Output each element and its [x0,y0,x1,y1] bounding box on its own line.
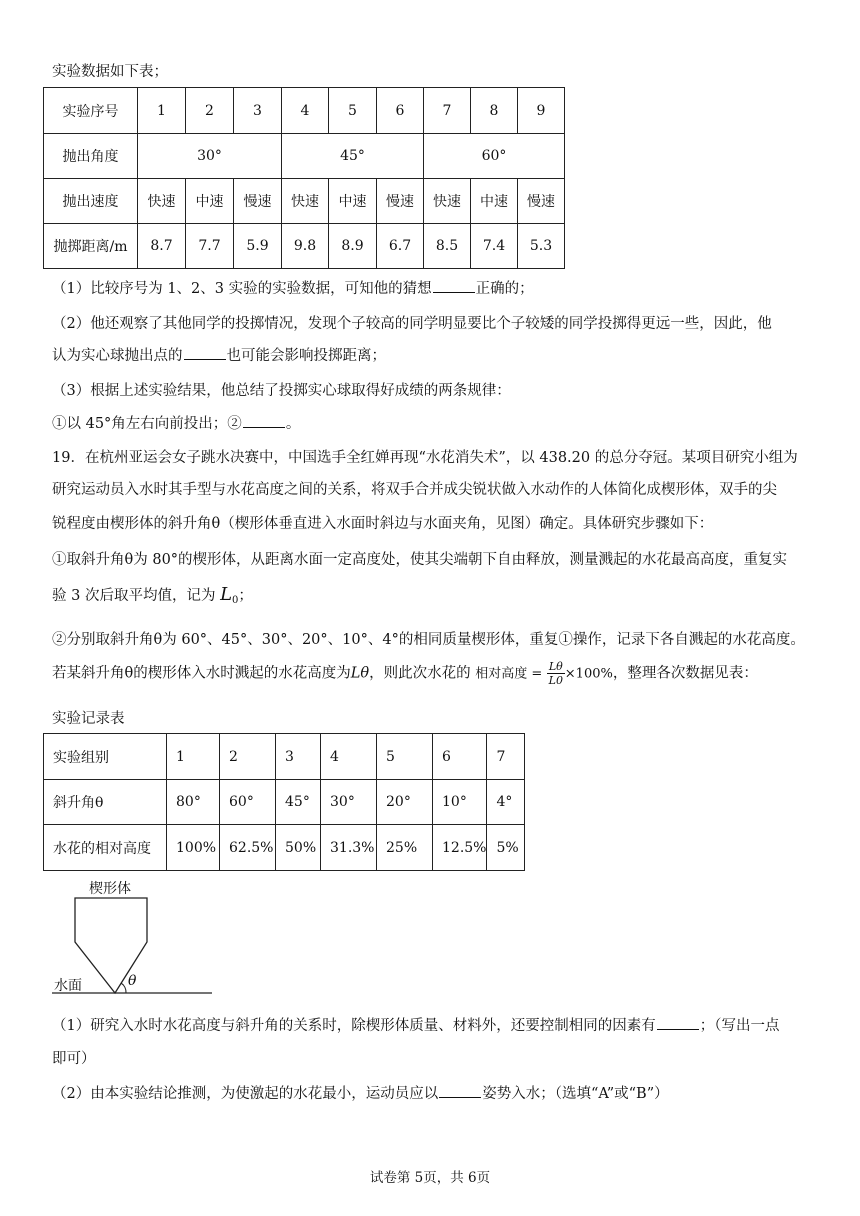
splash-record-table [43,733,525,871]
answer-blank[interactable] [433,278,475,293]
table-row [44,134,565,179]
row-label: 实验组别 [44,734,167,780]
relative-height-label: 相对高度 = [475,666,543,682]
q19-formula-tail: ，整理各次数据见表： [612,665,758,682]
q18-rules [52,412,300,433]
cell-speed: 中速 [471,179,518,224]
symbol-L: L [220,584,233,605]
cell-distance: 7.7 [186,224,234,269]
table-row [44,88,565,134]
cell-speed: 慢速 [234,179,282,224]
q19-step1-tail: ； [238,588,253,604]
cell-speed: 慢速 [518,179,565,224]
cell-height: 5% [487,825,525,871]
cell-seq: 1 [138,88,186,134]
q19-part1-text: （1）研究入水时水花高度与斜升角的关系时，除楔形体质量、材料外，还要控制相同的因素有 [52,1018,656,1034]
cell-group: 6 [433,734,487,780]
cell-angle: 45° [282,134,424,179]
cell-group: 5 [377,734,433,780]
answer-blank[interactable] [657,1015,699,1030]
cell-distance: 8.9 [329,224,377,269]
cell-height: 50% [276,825,321,871]
water-label: 水面 [54,978,82,994]
cell-distance: 5.3 [518,224,565,269]
table-title: 实验记录表 [52,711,125,727]
q18-rule-tail: 。 [285,416,301,432]
fraction-multiplier: ×100% [564,666,613,682]
cell-angle: 10° [433,780,487,825]
intro-text: 实验数据如下表； [52,64,168,80]
throw-data-table [43,87,565,269]
theta-label: θ [128,973,137,989]
q18-part2-line2 [52,344,386,365]
cell-distance: 6.7 [377,224,424,269]
q18-part1 [52,277,534,298]
q19-part1 [52,1014,779,1035]
wedge-label: 楔形体 [89,881,131,897]
cell-angle: 80° [167,780,220,825]
fraction [547,660,565,687]
cell-distance: 5.9 [234,224,282,269]
cell-seq: 6 [377,88,424,134]
q19-step1: ①取斜升角θ为 80°的楔形体，从距离水面一定高度处，使其尖端朝下自由释放，测量溅起的水花最高高度，重复实 [52,552,788,568]
cell-group: 3 [276,734,321,780]
cell-speed: 快速 [424,179,471,224]
cell-distance: 8.5 [424,224,471,269]
q19-step1-cont [52,584,253,606]
row-label: 抛掷距离/m [44,224,138,269]
q19-part2-tail: 姿势入水；（选填“A”或“B”） [482,1086,669,1102]
row-label: 抛出速度 [44,179,138,224]
cell-distance: 9.8 [282,224,329,269]
q19-line1: 19．在杭州亚运会女子跳水决赛中，中国选手全红婵再现“水花消失术”，以 438.20 的总分夺冠。某项目研究小组为 [52,450,798,466]
cell-group: 2 [220,734,276,780]
table-row [44,780,525,825]
q19-line2: 研究运动员入水时其手型与水花高度之间的关系，将双手合并成尖锐状做入水动作的人体简化成楔形体，双手的尖 [52,482,777,498]
cell-angle: 60° [220,780,276,825]
q19-part2-text: （2）由本实验结论推测，为使激起的水花最小，运动员应以 [52,1086,439,1102]
page-footer: 试卷第 5页，共 6页 [369,1170,491,1186]
cell-speed: 快速 [138,179,186,224]
cell-height: 25% [377,825,433,871]
cell-seq: 2 [186,88,234,134]
q19-formula-text: 若某斜升角θ的楔形体入水时溅起的水花高度为 [52,665,351,682]
answer-blank[interactable] [243,413,285,428]
answer-blank[interactable] [439,1083,481,1098]
q19-step1-text: 验 3 次后取平均值，记为 [52,588,216,604]
row-label: 实验序号 [44,88,138,134]
cell-angle: 4° [487,780,525,825]
cell-seq: 7 [424,88,471,134]
table-row [44,825,525,871]
theta-arc [121,983,126,993]
cell-group: 1 [167,734,220,780]
row-label: 斜升角θ [44,780,167,825]
q19-part1-tail: ；（写出一点 [699,1018,780,1034]
cell-seq: 5 [329,88,377,134]
q19-step2: ②分别取斜升角θ为 60°、45°、30°、20°、10°、4°的相同质量楔形体，重复①操作，记录下各自溅起的水花高度。 [52,632,805,648]
q19-formula-text2: ，则此次水花的 [369,665,471,682]
q18-part1-text: （1）比较序号为 1、2、3 实验的实验数据，可知他的猜想 [52,281,432,297]
row-label: 水花的相对高度 [44,825,167,871]
q18-part1-tail: 正确的； [475,281,534,297]
table-row [44,224,565,269]
answer-blank[interactable] [184,345,226,360]
cell-distance: 7.4 [471,224,518,269]
q18-part2-tail: 也可能会影响投掷距离； [226,348,386,364]
cell-angle: 30° [138,134,282,179]
table-row [44,734,525,780]
cell-height: 31.3% [321,825,377,871]
q19-part2 [52,1082,669,1103]
q18-part3: （3）根据上述实验结果，他总结了投掷实心球取得好成绩的两条规律： [52,383,511,399]
cell-angle: 45° [276,780,321,825]
cell-speed: 中速 [329,179,377,224]
fraction-numerator: Lθ [548,660,563,673]
q19-part1-cont: 即可） [52,1051,96,1067]
cell-angle: 30° [321,780,377,825]
cell-angle: 60° [424,134,565,179]
q18-part2-line1: （2）他还观察了其他同学的投掷情况，发现个子较高的同学明显要比个子较矮的同学投掷得更远一些，因此，他 [52,316,772,332]
table-row [44,179,565,224]
cell-seq: 4 [282,88,329,134]
cell-height: 100% [167,825,220,871]
cell-angle: 20° [377,780,433,825]
cell-seq: 8 [471,88,518,134]
q19-line3: 锐程度由楔形体的斜升角θ（楔形体垂直进入水面时斜边与水面夹角，见图）确定。具体研究步骤如下： [52,516,714,532]
cell-speed: 慢速 [377,179,424,224]
fraction-denominator: L0 [548,674,563,687]
q19-formula-line [52,660,758,687]
cell-group: 4 [321,734,377,780]
cell-seq: 3 [234,88,282,134]
cell-height: 62.5% [220,825,276,871]
cell-speed: 快速 [282,179,329,224]
cell-distance: 8.7 [138,224,186,269]
cell-height: 12.5% [433,825,487,871]
wedge-figure [52,876,212,998]
q18-rule-text: ①以 45°角左右向前投出；② [52,416,242,432]
cell-speed: 中速 [186,179,234,224]
cell-seq: 9 [518,88,565,134]
row-label: 抛出角度 [44,134,138,179]
cell-group: 7 [487,734,525,780]
symbol-L-theta: Lθ [350,665,370,682]
symbol-sub: 0 [232,595,239,606]
q18-part2-text: 认为实心球抛出点的 [52,348,183,364]
